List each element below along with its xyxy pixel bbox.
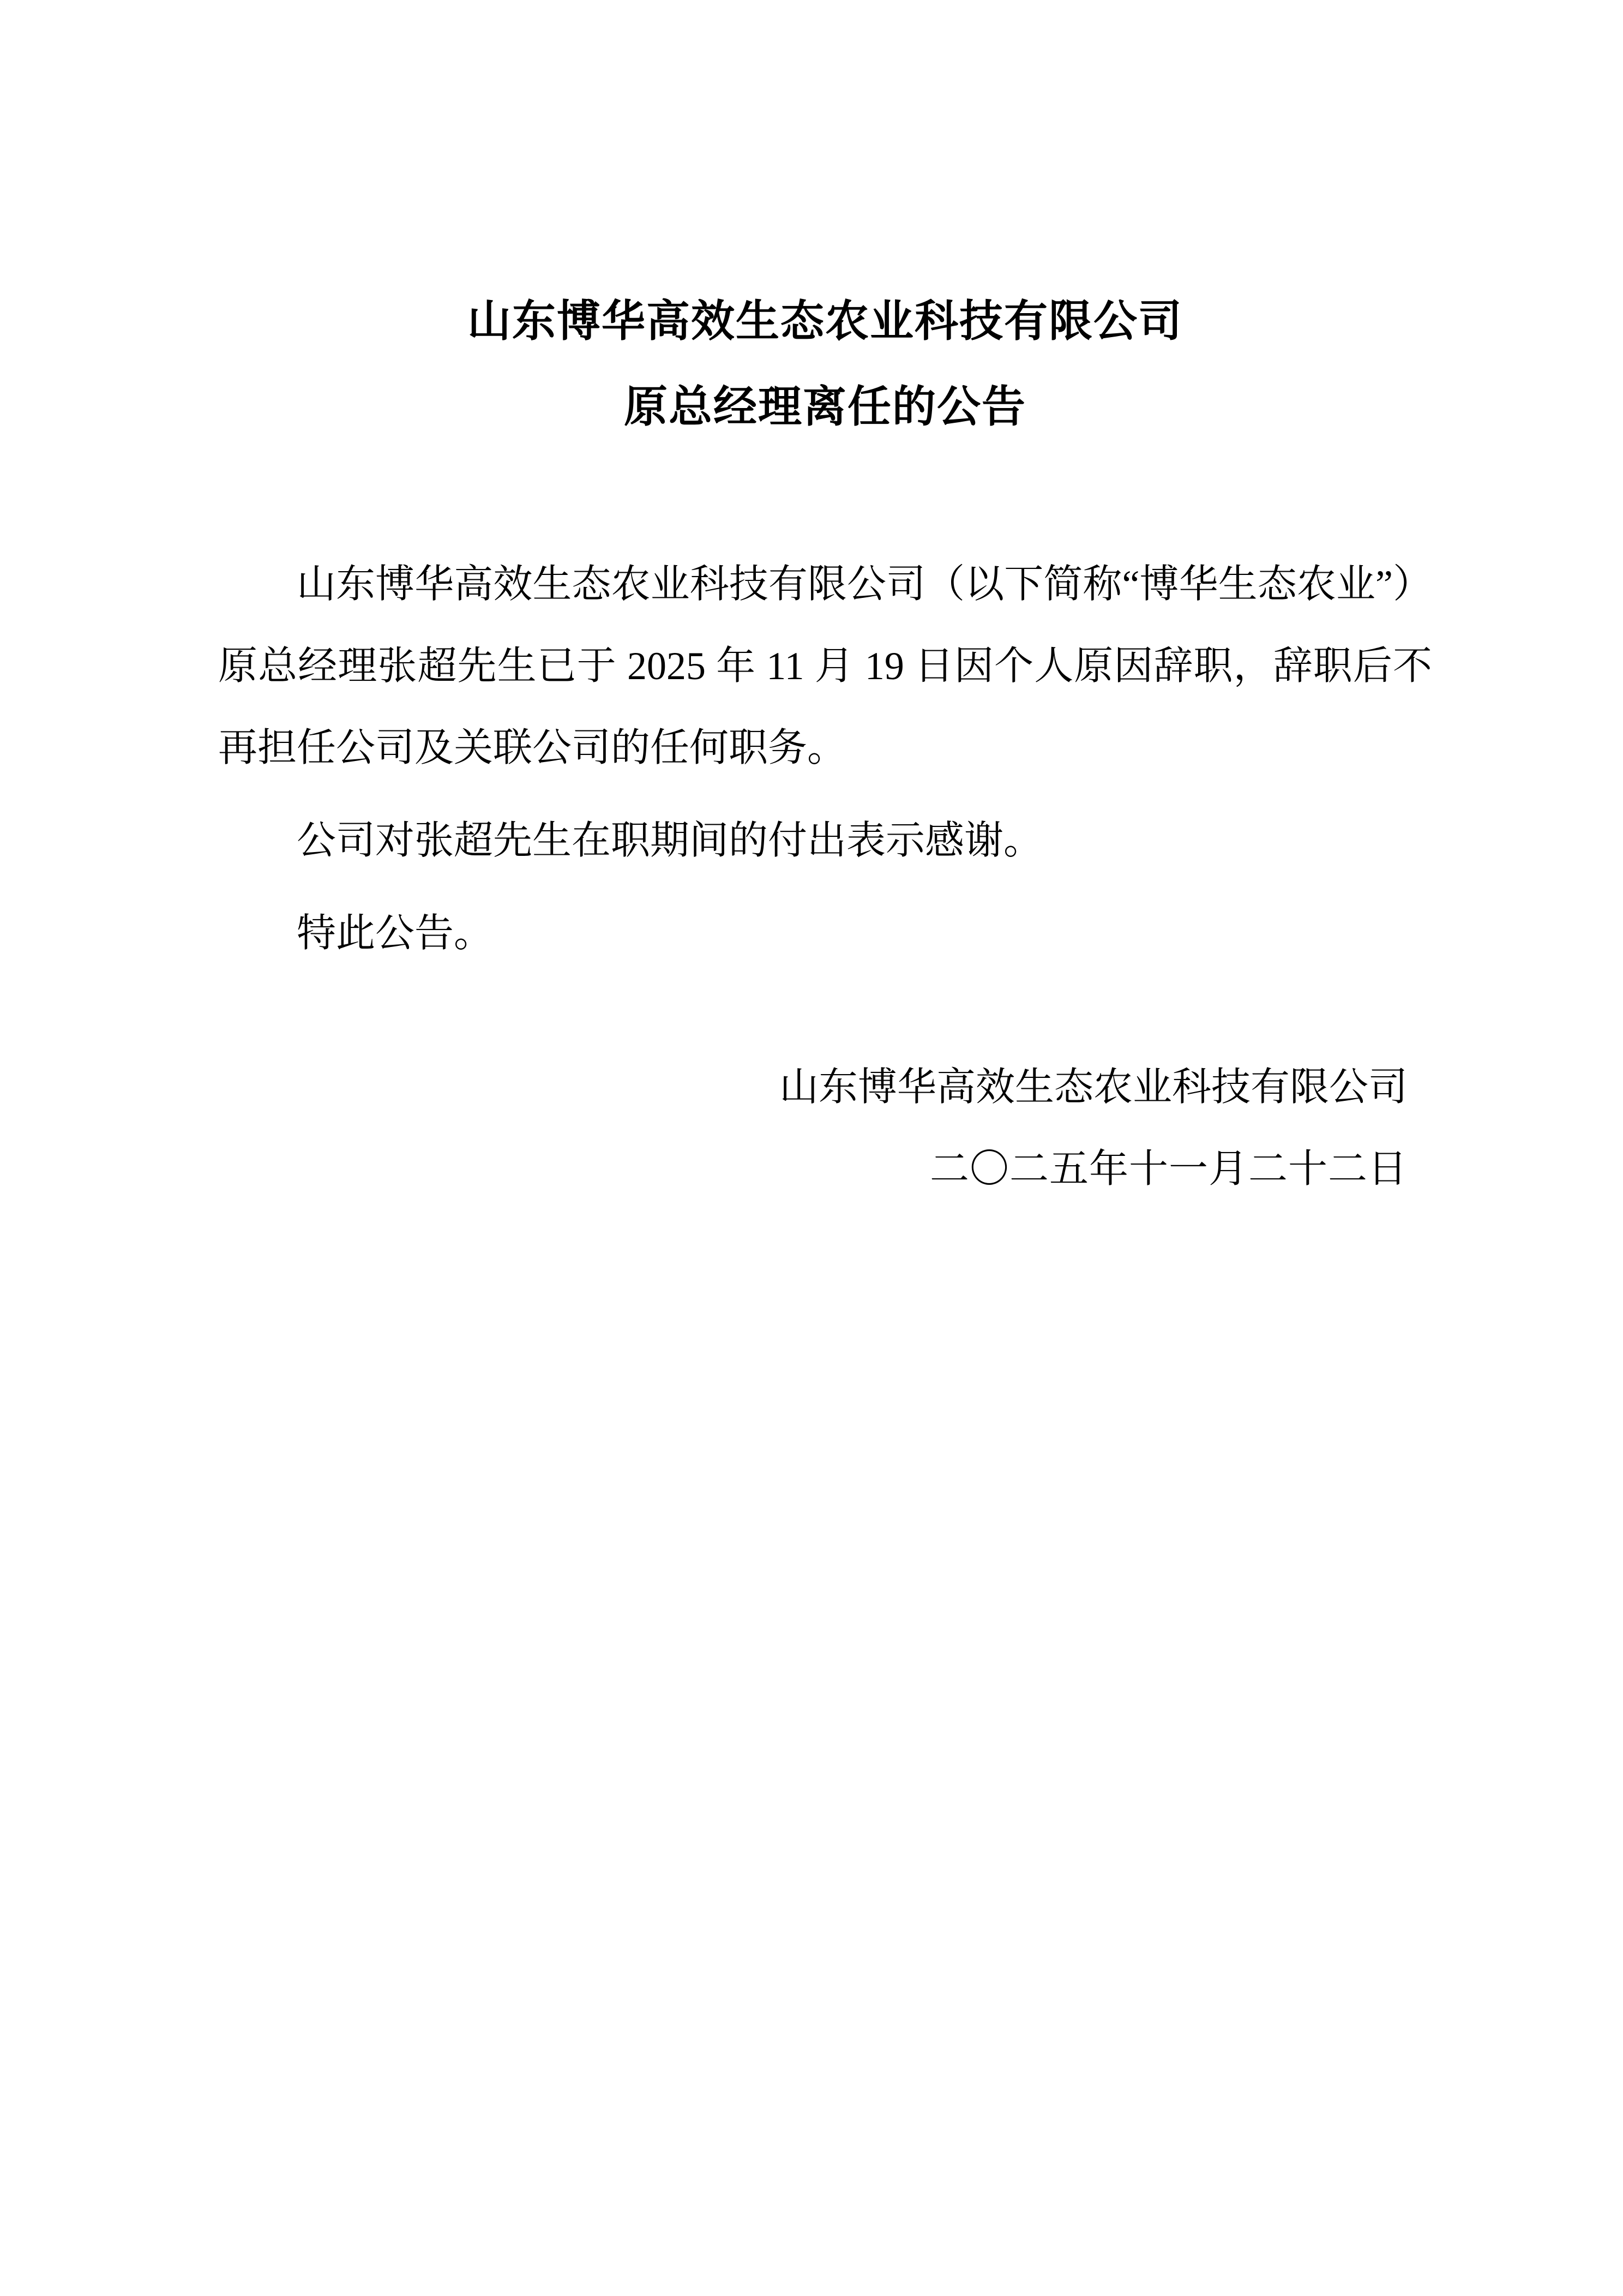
body-paragraph-thanks: 公司对张超先生在职期间的付出表示感谢。 [297,819,1043,862]
document-title [218,279,1432,451]
title-subject: 原总经理离任的公告 [624,383,1026,431]
body-paragraph-closing: 特此公告。 [297,912,494,955]
signature-block [218,1046,1432,1210]
title-company-name: 山东博华高效生态农业科技有限公司 [467,298,1183,346]
signature-company-name: 山东博华高效生态农业科技有限公司 [779,1065,1408,1109]
body-paragraph-resignation: 山东博华高效生态农业科技有限公司（以下简称“博华生态农业”）原总经理张超先生已于 2025 年 11 月 19 日因个人原因辞职，辞职后不再担任公司及关联公司的任何职务。 [218,562,1432,770]
announcement-body [218,543,1432,974]
signature-date: 二〇二五年十一月二十二日 [929,1147,1408,1191]
